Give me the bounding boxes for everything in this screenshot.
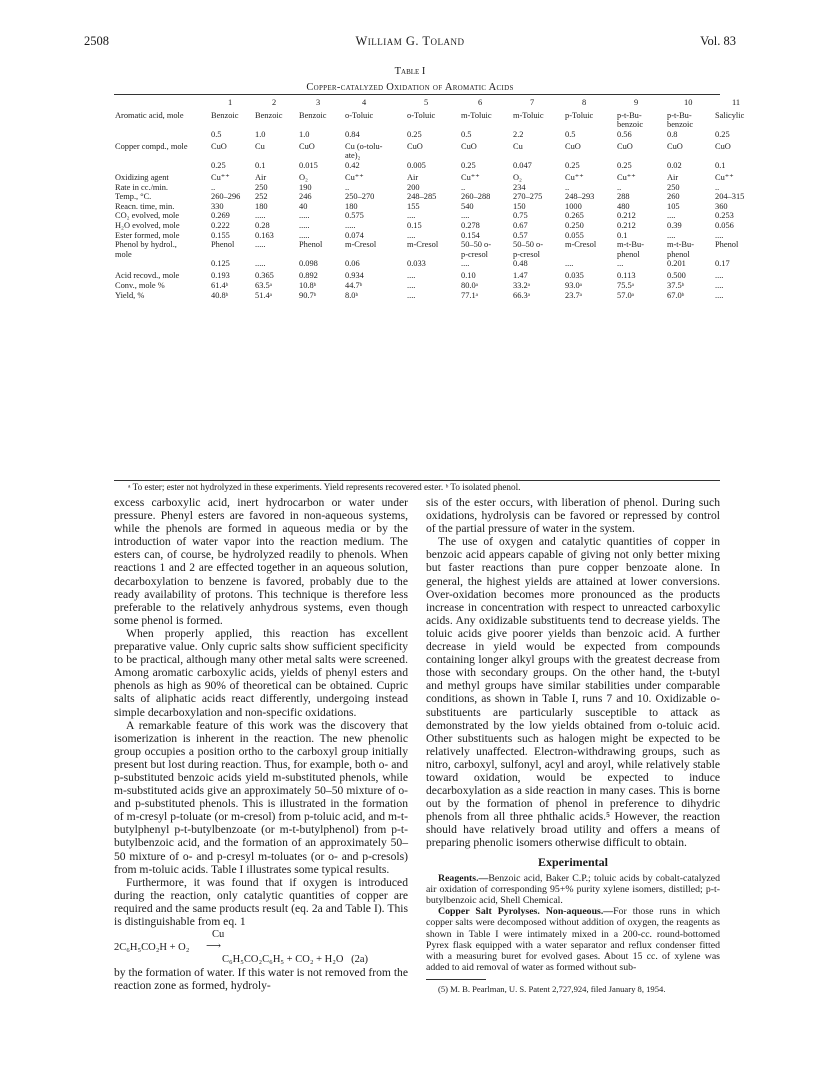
table-header-cell: 8 — [582, 98, 587, 107]
row-label: CO₂ evolved, mole — [115, 211, 180, 221]
table-cell: .... — [715, 230, 724, 240]
table-cell — [564, 151, 616, 161]
table-cell: 0.25 — [565, 160, 580, 170]
table-cell: 248–293 — [565, 192, 595, 202]
table-cell: 0.1 — [255, 160, 266, 170]
table-cell: 2.2 — [513, 129, 524, 139]
table-header-cell: 5 — [424, 98, 429, 107]
table-cell: Air — [667, 172, 679, 182]
table-cell: 44.7ᵇ — [345, 280, 363, 290]
paragraph: excess carboxylic acid, inert hydrocarbon or water under pressure. Phenyl esters are favored in non-aqueous systems, while the phenols are formed in aqueous media or by the introduction of water vapor into the reaction medium. The esters can, of course, be hydrolyzed readily to phenols. When reactions 1 and 2 are effected together in an aqueous solution, decarboxylation to benzene is favored, probably due to the ready availability of protons. This technique is therefore less preferable to the relatively anhydrous systems, even though some phenol is formed. — [114, 496, 408, 627]
table-cell: .... — [407, 230, 416, 240]
paragraph: When properly applied, this reaction has excellent preparative value. Only cupric salts show sufficient specificity to be practical, although many other metal salts were screened. Among aromatic carboxylic acids, yields of phenyl esters and phenols as high as 90% of theoretical can be obtained. Cupric salts of aliphatic acids react differently, undergoing instead simple decarboxylation and non-specific oxidations. — [114, 626, 408, 719]
pyrolysis-paragraph — [426, 906, 720, 973]
paragraph: A remarkable feature of this work was the discovery that isomerization is inherent in the reaction. The new phenolic group occupies a position ortho to the carboxyl group initially present but lost during reaction. Thus, for example, both o- and p-substituted benzoic acids yield m-substituted phenols, while m-substituted acids give an approximately 50–50 mixture of o- and p-substituted phenols. This is illustrated in the formation of m-cresyl p-toluate (or m-cresol) from p-toluic acid, and m-t-butylphenyl p-t-butylbenzoate (or m-t-butylphenol) from p-t-butylbenzoic acid, and the formation of an approximately 50–50 mixture of o- and p-cresyl m-toluates (or o- and p-cresols) from m-toluic acids. Table I illustrates some typical results. — [114, 718, 408, 876]
table-cell: 270–275 — [513, 192, 543, 202]
row-label — [114, 259, 210, 271]
page-header — [84, 34, 736, 50]
table-cell: 93.0ᵃ — [565, 280, 582, 290]
table-cell: p-cresol — [513, 249, 540, 259]
table-cell — [460, 151, 512, 161]
row-label: Acid recovd., mole — [115, 271, 180, 281]
table-cell — [298, 151, 344, 161]
table-row — [114, 120, 760, 130]
table-row — [114, 151, 760, 161]
table-cell: 0.035 — [565, 271, 584, 281]
table-cell: 0.15 — [407, 220, 422, 230]
table-header-cell: 6 — [478, 98, 483, 107]
page-number: 2508 — [84, 34, 109, 48]
table-cell: 150 — [513, 201, 526, 211]
table-cell: Salicylic — [715, 110, 745, 120]
table-cell: 0.056 — [715, 220, 734, 230]
table-cell: 0.5 — [211, 129, 222, 139]
table-cell: 190 — [299, 182, 312, 192]
table-cell: 40 — [299, 201, 308, 211]
table-cell: .... — [407, 280, 416, 290]
table-cell: 200 — [407, 182, 420, 192]
table-cell: ..... — [255, 240, 266, 250]
table-cell: 67.0ᵇ — [667, 290, 685, 300]
table-cell: o-Toluic — [345, 110, 374, 120]
table-row — [114, 221, 760, 231]
table-cell: 0.25 — [407, 129, 422, 139]
footnote-rule — [426, 979, 486, 980]
table-cell: ..... — [255, 211, 266, 221]
table-cell: 0.1 — [617, 230, 628, 240]
table-cell: .. — [617, 182, 622, 192]
paragraph: sis of the ester occurs, with liberation of phenol. During such oxidations, hydrolysis can be favored or repressed by control of the partial pressure of water in the system. — [426, 496, 720, 536]
row-label: Conv., mole % — [115, 280, 165, 290]
table-header-cell: 7 — [530, 98, 535, 107]
table-cell: 248–285 — [407, 192, 437, 202]
table-cell: CuO — [299, 141, 315, 151]
running-author: William G. Toland — [355, 34, 465, 48]
table-row — [114, 291, 760, 301]
table-header-cell: 2 — [272, 98, 277, 107]
table-cell: 0.25 — [715, 129, 730, 139]
table-cell: .... — [667, 230, 676, 240]
table-cell: 0.02 — [667, 160, 682, 170]
table-cell: .... — [407, 271, 416, 281]
pyrolysis-heading: Copper Salt Pyrolyses. Non-aqueous.— — [438, 906, 614, 918]
table-cell: ... — [617, 259, 624, 269]
row-label — [114, 161, 210, 173]
table-cell: 40.8ᵇ — [211, 290, 229, 300]
paragraph: Furthermore, it was found that if oxygen is introduced during the reaction, only catalytic quantities of copper are required and the same products result (eq. 2a and Table I). This is distinguishable from eq. 1 — [114, 875, 408, 928]
table-cell: CuO — [211, 141, 227, 151]
table-header-cell — [114, 98, 210, 108]
table-cell — [564, 250, 616, 260]
volume-label: Vol. 83 — [700, 34, 736, 48]
table-cell — [344, 250, 406, 260]
table-cell: 0.56 — [617, 129, 632, 139]
table-cell: 0.154 — [461, 230, 480, 240]
table-cell: Cu — [513, 141, 523, 151]
table-row — [114, 211, 760, 221]
table-cell — [714, 151, 760, 161]
table-cell: .... — [715, 280, 724, 290]
table-cell: 288 — [617, 192, 630, 202]
table-cell: 360 — [715, 201, 728, 211]
row-label: Oxidizing agent — [115, 172, 169, 182]
table-cell — [512, 151, 564, 161]
table-cell — [714, 250, 760, 260]
table-cell: .. — [345, 182, 350, 192]
table-cell — [210, 151, 254, 161]
table-cell: 8.0ᵇ — [345, 290, 359, 300]
table-cell — [406, 250, 460, 260]
table-cell: 61.4ᵇ — [211, 280, 229, 290]
row-label: Ester formed, mole — [115, 230, 180, 240]
table-cell: 23.7ᵃ — [565, 290, 582, 300]
table-cell: Phenol — [211, 240, 235, 250]
table-cell — [512, 120, 564, 130]
table-cell: 0.1 — [715, 160, 726, 170]
table-cell — [714, 120, 760, 130]
left-column — [114, 496, 408, 992]
table-cell: 66.3ᵃ — [513, 290, 530, 300]
table-cell: Benzoic — [255, 110, 283, 120]
section-heading: Experimental — [538, 854, 608, 869]
table-cell: 0.84 — [345, 129, 360, 139]
row-label: Phenol by hydrol., — [115, 240, 177, 250]
table-cell: 0.098 — [299, 259, 318, 269]
table-row — [114, 202, 760, 212]
table-row — [114, 281, 760, 291]
table-cell: o-Toluic — [407, 110, 436, 120]
table-cell: 246 — [299, 192, 312, 202]
table-cell — [298, 250, 344, 260]
table-cell: 250 — [255, 182, 268, 192]
table-cell: .. — [461, 182, 466, 192]
table-header-cell: 9 — [634, 98, 639, 107]
table-cell: 0.42 — [345, 160, 360, 170]
table-cell: Cu⁺⁺ — [211, 172, 230, 182]
table-cell: 37.5ᵇ — [667, 280, 685, 290]
row-label: Yield, % — [115, 290, 145, 300]
table-header-row — [114, 98, 760, 108]
table-cell: Air — [407, 172, 419, 182]
equation-catalyst: Cu — [212, 929, 225, 941]
reagents-text: Benzoic acid, Baker C.P.; toluic acids by cobalt-catalyzed air oxidation of corresponding 95+% purity xylene isomers, distilled; p-t-butylbenzoic acid, Shell Chemical. — [426, 872, 720, 907]
table-cell: 260 — [667, 192, 680, 202]
table-cell: .... — [407, 211, 416, 221]
table-cell: 0.269 — [211, 211, 230, 221]
table-cell: m-Toluic — [461, 110, 492, 120]
reagents-heading: Reagents.— — [438, 872, 489, 884]
table-cell: .... — [667, 211, 676, 221]
row-label: Reacn. time, min. — [115, 201, 175, 211]
table-header-cell: 3 — [316, 98, 321, 107]
table-cell: 0.155 — [211, 230, 230, 240]
table-cell: m-Cresol — [565, 240, 597, 250]
table-cell: .... — [461, 211, 470, 221]
table-cell: 0.892 — [299, 271, 318, 281]
table-cell: m-Toluic — [513, 110, 544, 120]
table-cell: 234 — [513, 182, 526, 192]
table-bottom-rule — [114, 480, 720, 481]
table-cell: 0.17 — [715, 259, 730, 269]
reagents-paragraph — [426, 873, 720, 907]
table-cell: 260–296 — [211, 192, 241, 202]
table-cell: Phenol — [715, 240, 739, 250]
table-header-cell: 10 — [684, 98, 693, 107]
table-cell: 0.005 — [407, 160, 426, 170]
table-cell: 0.48 — [513, 259, 528, 269]
data-table — [114, 98, 760, 300]
table-footnote: ᵃ To ester; ester not hydrolyzed in these experiments. Yield represents recovered ester. ᵇ To isolated phenol. — [128, 482, 521, 492]
table-cell: 0.047 — [513, 160, 532, 170]
table-cell: Cu⁺⁺ — [345, 172, 364, 182]
table-cell: CuO — [461, 141, 477, 151]
table-cell: 0.25 — [617, 160, 632, 170]
table-cell: 1.0 — [255, 129, 266, 139]
table-cell: 250 — [667, 182, 680, 192]
table-cell — [406, 120, 460, 130]
table-cell: 0.193 — [211, 271, 230, 281]
table-cell: ..... — [345, 220, 356, 230]
table-cell — [210, 250, 254, 260]
table-cell: 0.75 — [513, 211, 528, 221]
table-cell: 540 — [461, 201, 474, 211]
table-cell: 0.222 — [211, 220, 230, 230]
table-cell: .. — [565, 182, 570, 192]
table-cell: 0.39 — [667, 220, 682, 230]
table-cell: 90.7ᵇ — [299, 290, 317, 300]
table-cell: 330 — [211, 201, 224, 211]
table-cell: 0.25 — [461, 160, 476, 170]
table-cell: benzoic — [667, 120, 694, 130]
table-cell: Air — [255, 172, 267, 182]
equation-rhs: C₆H₅CO₂C₆H₅ + CO₂ + H₂O — [222, 954, 344, 966]
table-cell: 180 — [255, 201, 268, 211]
table-header-cell: 11 — [732, 98, 741, 107]
arrow-icon: ⟶ — [206, 941, 222, 953]
table-cell: ..... — [299, 220, 310, 230]
table-cell: 0.934 — [345, 271, 364, 281]
table-cell — [254, 151, 298, 161]
table-cell — [406, 151, 460, 161]
right-column — [426, 496, 720, 994]
table-cell: 0.201 — [667, 259, 686, 269]
table-cell — [210, 120, 254, 130]
row-label — [114, 130, 210, 142]
equation-number: (2a) — [351, 954, 368, 966]
table-cell: 63.5ᵃ — [255, 280, 272, 290]
table-row — [114, 192, 760, 202]
table-cell — [564, 120, 616, 130]
table-cell: 77.1ᵃ — [461, 290, 478, 300]
table-cell: 0.278 — [461, 220, 480, 230]
table-row — [114, 183, 760, 193]
paragraph: The use of oxygen and catalytic quantities of copper in benzoic acid appears capable of giving not only better mixing but faster reactions than pure copper benzoate alone. In general, the highest yields are attained at lower conversions. Over-oxidation becomes more pronounced as the products increase in concentration with respect to unreacted carboxylic acids. Any oxidizable substituents tend to decrease yields. The toluic acids give poorer yields than benzoic acid. A further decrease in yield would be expected from compounds containing longer alkyl groups with the greatest decrease from those with secondary groups. On the other hand, the t-butyl and methyl groups have similar stabilities under comparable conditions, as shown in Table I, runs 7 and 10. Oxidizable o-substituents are particularly susceptible to attack as demonstrated by the low yields obtained from o-toluic acid. Other substituents such as halogen might be expected to be relatively unaffected. Electron-withdrawing groups, such as nitro, carboxyl, sulfonyl, acyl and aroyl, while relatively stable toward oxidation, would be expected to induce decarboxylation as a side reaction in many cases. This is borne out by the formation of phenol in preference to dihydric phenols from all three phthalic acids.⁵ However, the reaction should have relatively broad utility and offers a means of preparing phenolic isomers otherwise difficult to obtain. — [426, 535, 720, 850]
table-cell: 0.5 — [565, 129, 576, 139]
row-label: H₂O evolved, mole — [115, 220, 180, 230]
table-top-rule — [114, 94, 720, 95]
table-cell: O₂ — [513, 172, 522, 182]
table-cell: Benzoic — [211, 110, 239, 120]
table-row — [114, 111, 760, 121]
table-cell: CuO — [407, 141, 423, 151]
table-cell: m-Cresol — [407, 240, 439, 250]
table-cell: 155 — [407, 201, 420, 211]
table-cell: 0.163 — [255, 230, 274, 240]
table-cell — [460, 120, 512, 130]
table-cell: 480 — [617, 201, 630, 211]
table-row — [114, 130, 760, 142]
table-cell: Cu (o-tolu- — [345, 141, 383, 151]
table-cell: 1.47 — [513, 271, 528, 281]
paragraph: by the formation of water. If this water is not removed from the reaction zone as formed, hydroly- — [114, 966, 408, 993]
footnote: (5) M. B. Pearlman, U. S. Patent 2,727,924, filed January 8, 1954. — [438, 984, 666, 995]
table-cell: Cu⁺⁺ — [461, 172, 480, 182]
equation-2a — [114, 928, 408, 966]
table-cell: 57.0ᵃ — [617, 290, 634, 300]
table-cell: CuO — [667, 141, 683, 151]
table-cell: m-t-Bu- — [617, 240, 644, 250]
table-cell: m-t-Bu- — [667, 240, 694, 250]
table-cell: CuO — [565, 141, 581, 151]
table-cell: 1000 — [565, 201, 582, 211]
row-label: Aromatic acid, mole — [115, 110, 184, 120]
row-label — [114, 120, 210, 130]
table-cell: 0.500 — [667, 271, 686, 281]
table-cell: 0.212 — [617, 211, 636, 221]
table-cell: 50–50 o- — [461, 240, 492, 250]
row-label: Rate in cc./min. — [115, 182, 169, 192]
table-cell: 0.113 — [617, 271, 636, 281]
table-cell: .... — [565, 259, 574, 269]
table-cell: O₂ — [299, 172, 308, 182]
table-cell: 0.074 — [345, 230, 364, 240]
table-cell: 1.0 — [299, 129, 310, 139]
row-label: mole — [115, 249, 132, 259]
table-cell: 0.28 — [255, 220, 270, 230]
table-cell — [616, 151, 666, 161]
table-cell: p-cresol — [461, 249, 488, 259]
table-cell: 252 — [255, 192, 268, 202]
table-row — [114, 259, 760, 271]
table-cell: 0.055 — [565, 230, 584, 240]
table-cell: p-Toluic — [565, 110, 594, 120]
table-cell: 50–50 o- — [513, 240, 544, 250]
table-title: Table I — [394, 66, 426, 77]
table-cell: m-Cresol — [345, 240, 377, 250]
table-cell: 10.8ᵇ — [299, 280, 317, 290]
table-cell — [254, 120, 298, 130]
table-cell: 204–315 — [715, 192, 745, 202]
table-header-cell: 4 — [362, 98, 367, 107]
table-cell: .. — [211, 182, 216, 192]
table-cell: 0.365 — [255, 271, 274, 281]
table-cell: 0.125 — [211, 259, 230, 269]
table-cell: 0.06 — [345, 259, 360, 269]
row-label: Copper compd., mole — [115, 141, 188, 151]
table-cell: 33.2ᵃ — [513, 280, 530, 290]
table-cell: 0.250 — [565, 220, 584, 230]
table-cell: 0.57 — [513, 230, 528, 240]
table-cell: 51.4ᵃ — [255, 290, 272, 300]
table-cell: 0.212 — [617, 220, 636, 230]
table-cell: 260–288 — [461, 192, 491, 202]
table-cell: ate)₂ — [345, 151, 361, 161]
table-cell: .... — [407, 290, 416, 300]
pyrolysis-text: For those runs in which copper salts were decomposed without addition of oxygen, the reagents as shown in Table I were intimately mixed in a 200-cc. round-bottomed Pyrex flask equipped with a water separator and reflux condenser fitted with a measuring buret for evolved gases. About 15 cc. of xylene was added to aid removal of water as formed without sub- — [426, 906, 720, 974]
table-cell: 0.5 — [461, 129, 472, 139]
table-cell: 0.10 — [461, 271, 476, 281]
table-cell: Phenol — [299, 240, 323, 250]
table-cell: .... — [461, 259, 470, 269]
table-cell: benzoic — [617, 120, 644, 130]
table-header-cell: 1 — [228, 98, 233, 107]
table-row — [114, 240, 760, 250]
table-row — [114, 271, 760, 281]
table-subtitle: Copper-catalyzed Oxidation of Aromatic Acids — [306, 82, 514, 93]
table-cell: 80.0ᵃ — [461, 280, 478, 290]
equation-lhs: 2C₆H₅CO₂H + O₂ — [114, 942, 190, 954]
table-row — [114, 231, 760, 241]
table-cell: 105 — [667, 201, 680, 211]
table-cell: ..... — [255, 259, 266, 269]
table-cell: Cu⁺⁺ — [715, 172, 734, 182]
table-cell: p-t-Bu- — [617, 110, 642, 120]
table-cell — [298, 120, 344, 130]
table-cell: 250–270 — [345, 192, 375, 202]
table-cell: .... — [715, 290, 724, 300]
table-cell: Benzoic — [299, 110, 327, 120]
table-cell: Cu⁺⁺ — [617, 172, 636, 182]
table-cell: 180 — [345, 201, 358, 211]
table-row — [114, 161, 760, 173]
row-label: Temp., °C. — [115, 192, 152, 202]
table-cell: p-t-Bu- — [667, 110, 692, 120]
table-cell: 0.8 — [667, 129, 678, 139]
table-cell: 0.015 — [299, 160, 318, 170]
table-cell: Cu⁺⁺ — [565, 172, 584, 182]
row-label — [114, 151, 210, 161]
table-cell: ..... — [299, 230, 310, 240]
table-cell: 0.67 — [513, 220, 528, 230]
table-cell: CuO — [617, 141, 633, 151]
table-cell: 75.5ᵃ — [617, 280, 634, 290]
table-cell: 0.265 — [565, 211, 584, 221]
table-cell: ..... — [299, 211, 310, 221]
table-cell: 0.253 — [715, 211, 734, 221]
table-row — [114, 250, 760, 260]
table-cell: phenol — [667, 249, 690, 259]
table-cell: CuO — [715, 141, 731, 151]
table-cell: .... — [715, 271, 724, 281]
table-row — [114, 142, 760, 152]
table-cell — [666, 151, 714, 161]
table-cell: 0.033 — [407, 259, 426, 269]
table-cell — [254, 250, 298, 260]
table-cell: phenol — [617, 249, 640, 259]
table-row — [114, 173, 760, 183]
table-cell: .. — [715, 182, 720, 192]
table-cell: 0.575 — [345, 211, 364, 221]
table-cell: Cu — [255, 141, 265, 151]
table-cell: 0.25 — [211, 160, 226, 170]
table-cell — [344, 120, 406, 130]
